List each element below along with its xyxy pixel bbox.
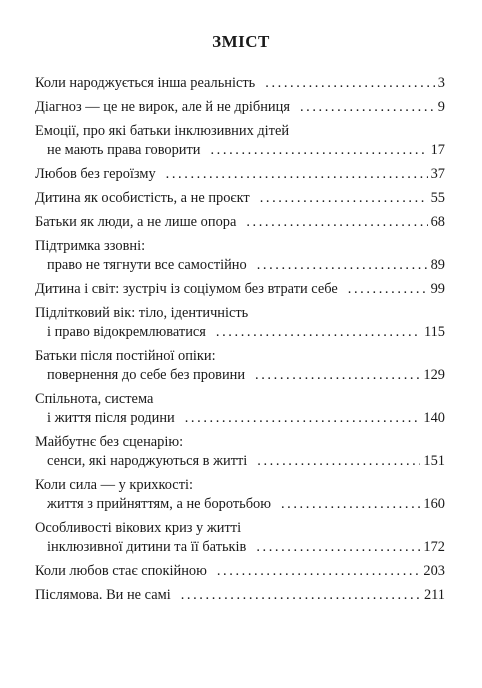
toc-entry-title: Діагноз — це не вирок, але й не дрібниця	[35, 99, 290, 115]
toc-entry-title-continued: інклюзивної дитини та її батьків	[47, 539, 247, 555]
toc-entry-title: Коли народжується інша реальність	[35, 75, 256, 91]
leader-dots	[255, 366, 420, 385]
toc-entry-title: Підтримка ззовні:	[35, 238, 146, 254]
toc-page-number: 211	[423, 587, 445, 603]
toc-entry-title: Коли любов стає спокійною	[35, 563, 207, 579]
toc-page-number: 89	[430, 257, 445, 273]
toc-page-number: 172	[423, 539, 445, 555]
leader-dots	[181, 586, 421, 605]
leader-dots	[281, 495, 420, 514]
leader-dots	[348, 280, 428, 299]
leader-dots	[260, 189, 428, 208]
toc-page-number: 55	[430, 190, 445, 206]
toc-page-number: 68	[430, 214, 445, 230]
toc-entry-title: Післямова. Ви не самі	[35, 587, 171, 603]
toc-entry-title: Спільнота, система	[35, 391, 154, 407]
leader-dots	[216, 323, 421, 342]
toc-entry[interactable]	[35, 74, 445, 93]
toc-entry[interactable]	[35, 390, 445, 428]
toc-entry-title: Підлітковий вік: тіло, ідентичність	[35, 305, 249, 321]
toc-page-number: 203	[423, 563, 445, 579]
toc-entry-title: Батьки як люди, а не лише опора	[35, 214, 237, 230]
toc-entry[interactable]	[35, 519, 445, 557]
toc-page-number: 151	[423, 453, 445, 469]
toc-entry[interactable]	[35, 122, 445, 160]
leader-dots	[257, 452, 420, 471]
toc-entry[interactable]	[35, 280, 445, 299]
toc-entry[interactable]	[35, 347, 445, 385]
toc-entry-title: Дитина і світ: зустріч із соціумом без втрати себе	[35, 281, 338, 297]
leader-dots	[300, 98, 435, 117]
leader-dots	[256, 538, 420, 557]
toc-page-number: 37	[430, 166, 445, 182]
leader-dots	[246, 213, 427, 232]
toc-entry[interactable]	[35, 165, 445, 184]
toc-page-number: 115	[423, 324, 445, 340]
toc-entry[interactable]	[35, 213, 445, 232]
toc-entry-title: Емоції, про які батьки інклюзивних дітей	[35, 123, 290, 139]
toc-page-number: 140	[423, 410, 445, 426]
toc-entry[interactable]	[35, 237, 445, 275]
toc-page-number: 9	[437, 99, 445, 115]
toc-entry-title-continued: право не тягнути все самостійно	[47, 257, 247, 273]
toc-page-number: 160	[423, 496, 445, 512]
toc-entry-title-continued: повернення до себе без провини	[47, 367, 246, 383]
leader-dots	[210, 141, 427, 160]
toc-entry[interactable]	[35, 304, 445, 342]
toc-entry-title: Любов без героїзму	[35, 166, 156, 182]
toc-entry[interactable]	[35, 189, 445, 208]
toc-entry[interactable]	[35, 476, 445, 514]
leader-dots	[166, 165, 428, 184]
page-title: ЗМІСТ	[212, 32, 270, 51]
toc-page-number: 99	[430, 281, 445, 297]
toc-page-number: 129	[423, 367, 445, 383]
leader-dots	[265, 74, 435, 93]
toc-entry-title-continued: життя з прийняттям, а не боротьбою	[47, 496, 271, 512]
leader-dots	[217, 562, 421, 581]
toc-entry-title: Майбутнє без сценарію:	[35, 434, 184, 450]
toc-entry-title-continued: і життя після родини	[47, 410, 175, 426]
toc-page-number: 3	[437, 75, 445, 91]
toc-entry-title-continued: сенси, які народжуються в житті	[47, 453, 248, 469]
toc-entry-title: Коли сила — у крихкості:	[35, 477, 193, 493]
toc-entry-title: Дитина як особистість, а не проєкт	[35, 190, 250, 206]
toc-entry-title-continued: і право відокремлюватися	[47, 324, 206, 340]
leader-dots	[257, 256, 428, 275]
leader-dots	[185, 409, 421, 428]
table-of-contents	[35, 74, 445, 605]
toc-entry[interactable]	[35, 433, 445, 471]
toc-entry[interactable]	[35, 562, 445, 581]
toc-entry-title: Батьки після постійної опіки:	[35, 348, 216, 364]
toc-entry[interactable]	[35, 98, 445, 117]
toc-entry-title: Особливості вікових криз у житті	[35, 520, 242, 536]
toc-entry[interactable]	[35, 586, 445, 605]
toc-page-number: 17	[430, 142, 445, 158]
toc-entry-title-continued: не мають права говорити	[47, 142, 201, 158]
